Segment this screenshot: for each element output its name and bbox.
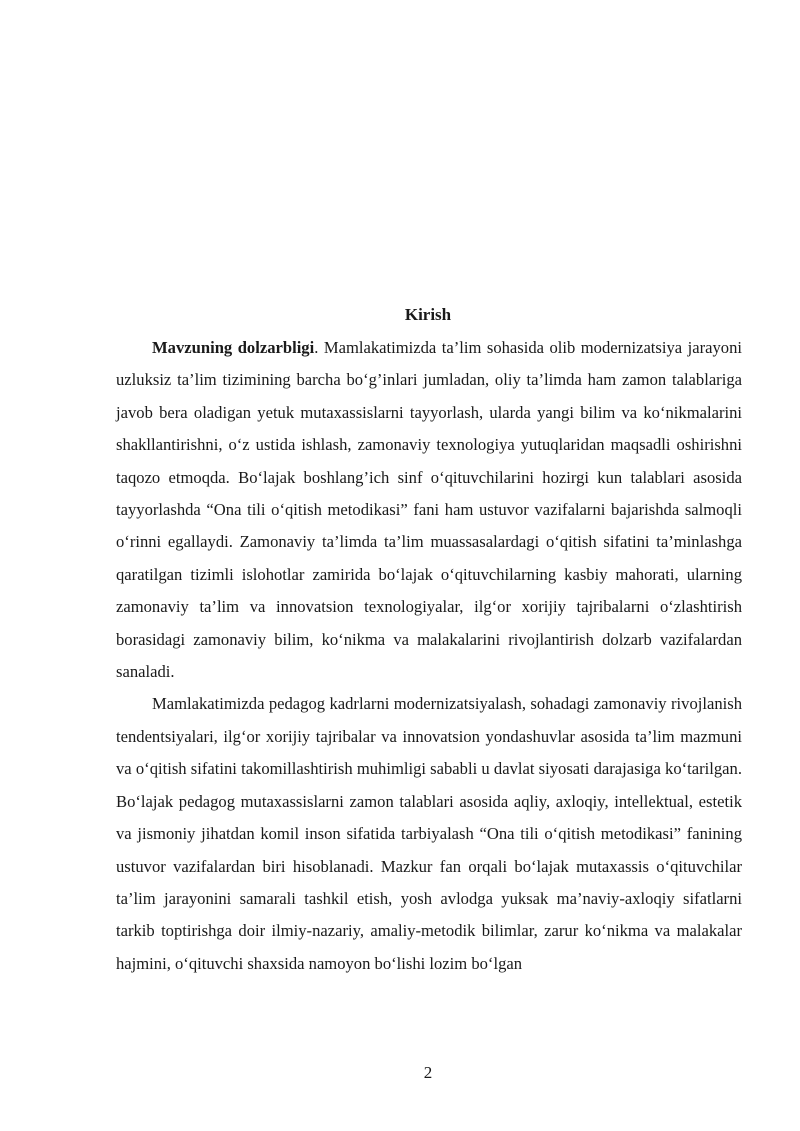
paragraph-text: Mamlakatimizda pedagog kadrlarni modernizatsiyalash, sohadagi zamonaviy rivojlanish tendentsiyalari, ilg‘or xorijiy tajribalar va innovatsion yondashuvlar asosida ta’lim mazmuni va o‘qitish sifatini takomillashtirish muhimligi sababli u davlat siyosati darajasiga ko‘tarilgan. Bo‘lajak pedagog mutaxassislarni zamon talablari asosida aqliy, axloqiy, intellektual, estetik va jismoniy jihatdan komil inson sifatida tarbiyalash “Ona tili o‘qitish metodikasi” fanining ustuvor vazifalardan biri hisoblanadi. Mazkur fan orqali bo‘lajak mutaxassis o‘qituvchilar ta’lim jarayonini samarali tashkil etish, yosh avlodga yuksak ma’naviy-axloqiy sifatlarni tarkib toptirishga doir ilmiy-nazariy, amaliy-metodik bilimlar, zarur ko‘nikma va malakalar hajmini, o‘qituvchi shaxsida namoyon bo‘lishi lozim bo‘lgan: [116, 694, 742, 973]
body-text: [116, 332, 742, 980]
paragraph-modernization: [116, 688, 742, 980]
paragraph-lead: Mavzuning dolzarbligi: [152, 338, 315, 357]
paragraph-text: . Mamlakatimizda ta’lim sohasida olib modernizatsiya jarayoni uzluksiz ta’lim tizimining barcha bo‘g’inlari jumladan, oliy ta’limda ham zamon talablariga javob bera oladigan yetuk mutaxassislarni tayyorlash, ularda yangi bilim va ko‘nikmalarini shakllantirishni, o‘z ustida ishlash, zamonaviy texnologiya yutuqlaridan maqsadli oshirishni taqozo etmoqda. Bo‘lajak boshlang’ich sinf o‘qituvchilarini hozirgi kun talablari asosida tayyorlashda “Ona tili o‘qitish metodikasi” fani ham ustuvor vazifalarni bajarishda salmoqli o‘rinni egallaydi. Zamonaviy ta’limda ta’lim muassasalardagi o‘qitish sifatini ta’minlashga qaratilgan tizimli islohotlar zamirida bo‘lajak o‘qituvchilarning kasbiy mahorati, ularning zamonaviy ta’lim va innovatsion texnologiyalar, ilg‘or xorijiy tajribalarni o‘zlashtirish borasidagi zamonaviy bilim, ko‘nikma va malakalarini rivojlantirish dolzarb vazifalardan sanaladi.: [116, 338, 742, 682]
paragraph-relevance: [116, 332, 742, 688]
page-number: 2: [423, 1063, 433, 1082]
section-heading: Kirish: [404, 305, 452, 324]
